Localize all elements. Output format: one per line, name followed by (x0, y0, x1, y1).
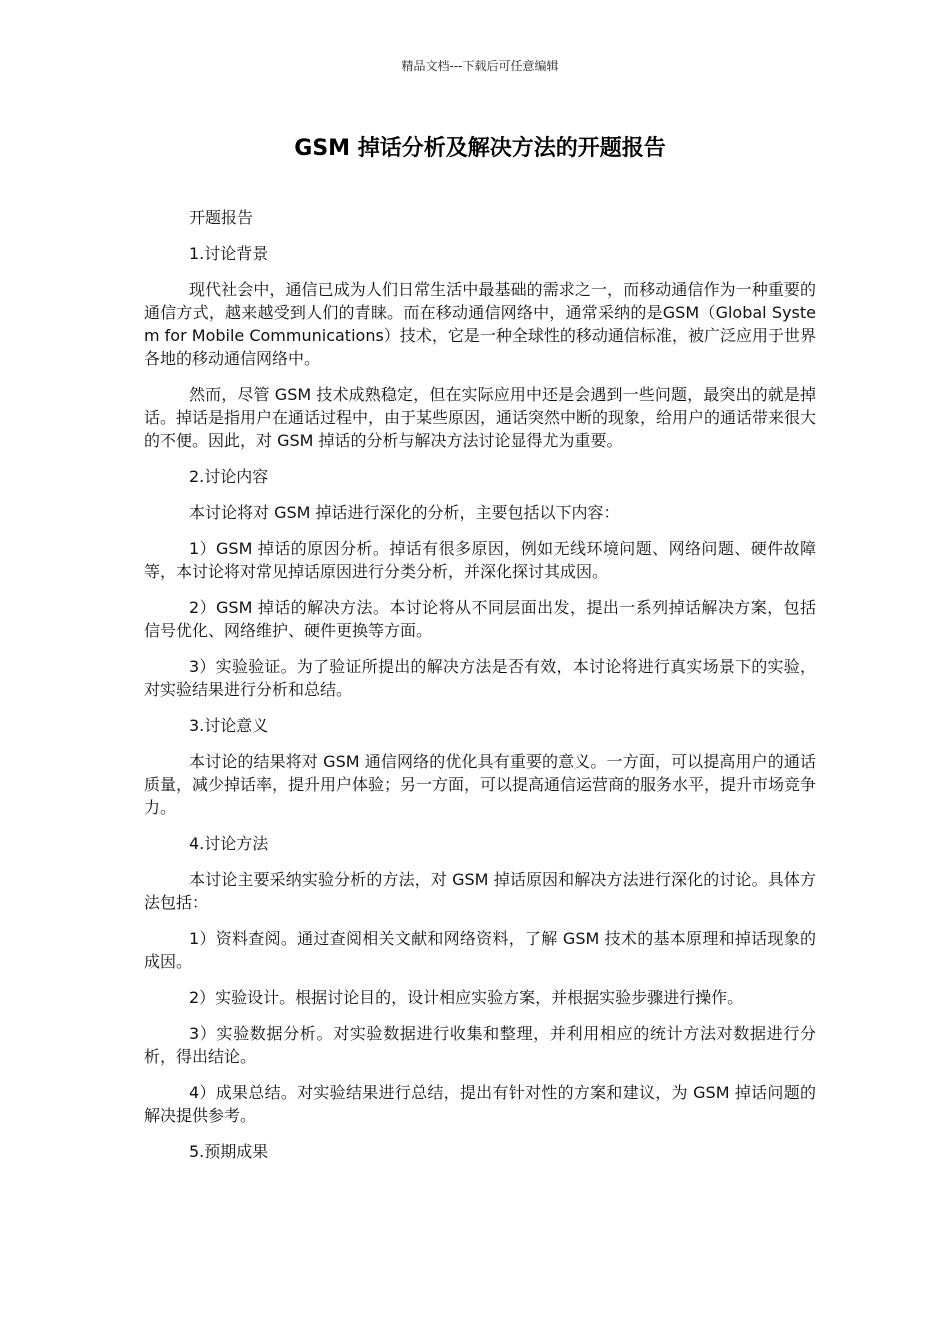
paragraph: 本讨论将对 GSM 掉话进行深化的分析，主要包括以下内容： (189, 503, 620, 522)
paragraph-report-label: 开题报告 (189, 208, 254, 227)
paragraph: 本讨论的结果将对 GSM 通信网络的优化具有重要的意义。一方面，可以提高用户的通话质量，减少掉话率，提升用户体验；另一方面，可以提高通信运营商的服务水平，提升市场竞争力。 (144, 752, 817, 817)
list-item: 2）GSM 掉话的解决方法。本讨论将从不同层面出发，提出一系列掉话解决方案，包括信号优化、网络维护、硬件更换等方面。 (144, 598, 816, 640)
paragraph: 现代社会中，通信已成为人们日常生活中最基础的需求之一，而移动通信作为一种重要的通信方式，越来越受到人们的青睐。而在移动通信网络中，通常采纳的是GSM（Global System for Mobile Communications）技术，它是一种全球性的移动通信标准，被广泛应用于世界各地的移动通信网络中。 (144, 280, 816, 368)
section-heading-expected-results: 5.预期成果 (189, 1142, 269, 1161)
list-item: 3）实验数据分析。对实验数据进行收集和整理，并利用相应的统计方法对数据进行分析，得出结论。 (144, 1024, 816, 1066)
list-item: 3）实验验证。为了验证所提出的解决方法是否有效，本讨论将进行真实场景下的实验，对实验结果进行分析和总结。 (144, 657, 816, 699)
paragraph: 然而，尽管 GSM 技术成熟稳定，但在实际应用中还是会遇到一些问题，最突出的就是掉话。掉话是指用户在通话过程中，由于某些原因，通话突然中断的现象，给用户的通话带来很大的不便。因此，对 GSM 掉话的分析与解决方法讨论显得尤为重要。 (144, 385, 817, 450)
section-heading-background: 1.讨论背景 (189, 244, 269, 263)
document-title: GSM 掉话分析及解决方法的开题报告 (294, 136, 666, 161)
list-item: 1）资料查阅。通过查阅相关文献和网络资料，了解 GSM 技术的基本原理和掉话现象的成因。 (144, 929, 816, 971)
paragraph: 本讨论主要采纳实验分析的方法，对 GSM 掉话原因和解决方法进行深化的讨论。具体方法包括： (144, 870, 816, 912)
section-heading-method: 4.讨论方法 (189, 834, 269, 853)
list-item: 2）实验设计。根据讨论目的，设计相应实验方案，并根据实验步骤进行操作。 (189, 988, 744, 1007)
list-item: 4）成果总结。对实验结果进行总结，提出有针对性的方案和建议，为 GSM 掉话问题的解决提供参考。 (144, 1083, 816, 1125)
page-header: 精品文档---下载后可任意编辑 (401, 59, 559, 73)
section-heading-significance: 3.讨论意义 (189, 716, 269, 735)
document-body (144, 206, 816, 1163)
section-heading-content: 2.讨论内容 (189, 467, 269, 486)
list-item: 1）GSM 掉话的原因分析。掉话有很多原因，例如无线环境问题、网络问题、硬件故障等，本讨论将对常见掉话原因进行分类分析，并深化探讨其成因。 (144, 539, 816, 581)
